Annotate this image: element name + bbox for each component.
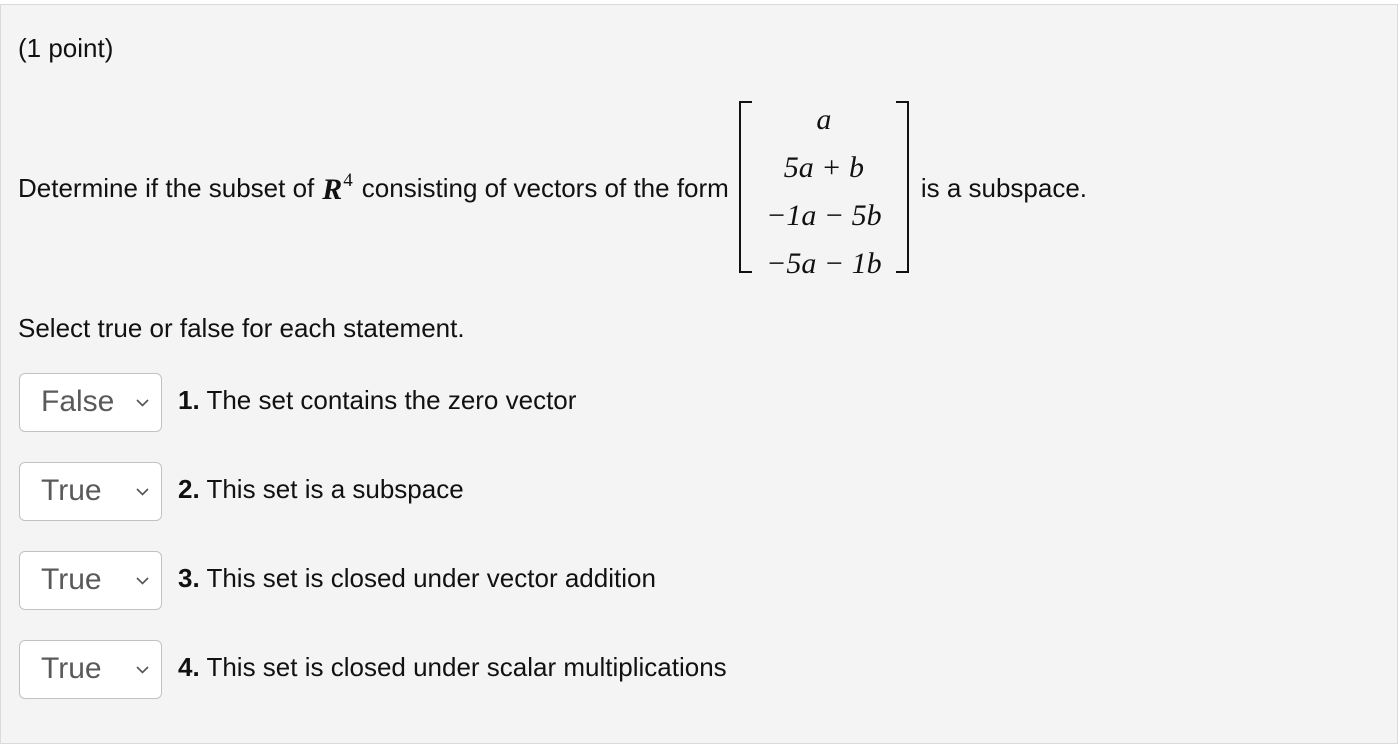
statement-text: 1. The set contains the zero vector xyxy=(178,385,577,415)
statement-row xyxy=(19,551,656,610)
chevron-down-icon xyxy=(136,666,149,674)
chevron-down-icon xyxy=(136,488,149,496)
instruction-text: Select true or false for each statement. xyxy=(18,313,465,343)
problem-panel xyxy=(0,4,1398,744)
statement-text: 2. This set is a subspace xyxy=(178,474,464,504)
set-power: 4 xyxy=(343,169,353,191)
statement-row xyxy=(19,640,727,699)
answer-select-2[interactable] xyxy=(19,462,162,521)
chevron-down-icon xyxy=(136,577,149,585)
vector-entry: −5a − 1b xyxy=(766,247,882,280)
set-symbol: $R^4$ xyxy=(322,169,353,206)
question-text xyxy=(18,93,1087,283)
selected-value: True xyxy=(41,563,102,596)
answer-select-4[interactable] xyxy=(19,640,162,699)
question-middle: consisting of vectors of the form xyxy=(361,172,729,203)
vector-entry: a xyxy=(816,103,832,136)
answer-select-3[interactable] xyxy=(19,551,162,610)
statement-row xyxy=(19,373,576,432)
selected-value: True xyxy=(41,474,102,507)
statement-row xyxy=(19,462,464,521)
question-suffix: is a subspace. xyxy=(920,172,1088,203)
vector-entry: 5a + b xyxy=(783,151,864,184)
selected-value: True xyxy=(41,652,102,685)
statement-text: 4. This set is closed under scalar multiplications xyxy=(178,652,727,682)
points-label: (1 point) xyxy=(18,33,114,63)
chevron-down-icon xyxy=(136,399,149,407)
question-prefix: Determine if the subset of xyxy=(18,172,315,203)
statement-text: 3. This set is closed under vector addition xyxy=(178,563,656,593)
answer-select-1[interactable] xyxy=(19,373,162,432)
vector-entry: −1a − 5b xyxy=(766,199,882,232)
selected-value: False xyxy=(41,385,115,418)
vector-matrix xyxy=(739,97,909,279)
